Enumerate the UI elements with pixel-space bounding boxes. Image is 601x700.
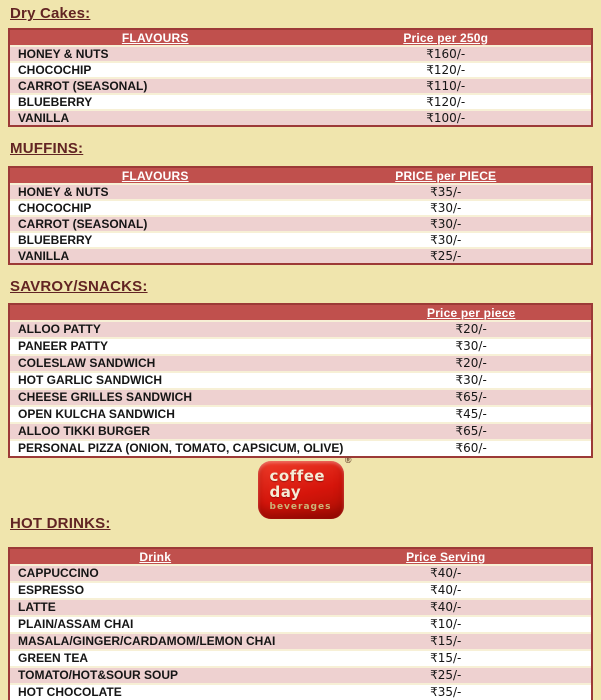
- section-muffins: [8, 140, 593, 265]
- item-price: ₹30/-: [301, 199, 592, 215]
- item-name: PERSONAL PIZZA (ONION, TOMATO, CAPSICUM, OLIVE): [10, 439, 351, 456]
- item-name: LATTE: [10, 598, 301, 615]
- item-name: PLAIN/ASSAM CHAI: [10, 615, 301, 632]
- menu-row: [10, 337, 591, 354]
- menu-row: [10, 666, 591, 683]
- menu-row: [10, 388, 591, 405]
- item-name: BLUEBERRY: [10, 231, 301, 247]
- menu-row: [10, 615, 591, 632]
- menu-row: [10, 581, 591, 598]
- item-price: ₹25/-: [301, 247, 592, 263]
- menu-row: [10, 109, 591, 125]
- menu-row: [10, 598, 591, 615]
- item-price: ₹40/-: [301, 598, 592, 615]
- item-price: ₹120/-: [301, 61, 592, 77]
- item-name: HOT CHOCOLATE: [10, 683, 301, 700]
- savroy-snacks-heading: SAVROY/SNACKS:: [10, 278, 148, 295]
- coffee-day-beverages-logo: [258, 455, 352, 519]
- savroy-header-row: [10, 305, 591, 320]
- menu-row: [10, 231, 591, 247]
- hot-drinks-table: [8, 547, 593, 700]
- item-name: OPEN KULCHA SANDWICH: [10, 405, 351, 422]
- savroy-snacks-table: [8, 303, 593, 458]
- menu-row: [10, 199, 591, 215]
- item-name: CARROT (SEASONAL): [10, 77, 301, 93]
- item-name: HOT GARLIC SANDWICH: [10, 371, 351, 388]
- registered-trademark-icon: ®: [344, 455, 352, 465]
- section-hot-drinks: [8, 515, 593, 700]
- item-name: ESPRESSO: [10, 581, 301, 598]
- item-price: ₹60/-: [351, 439, 591, 456]
- menu-row: [10, 354, 591, 371]
- menu-row: [10, 564, 591, 581]
- item-name: CHEESE GRILLES SANDWICH: [10, 388, 351, 405]
- item-price: ₹120/-: [301, 93, 592, 109]
- item-price: ₹30/-: [351, 371, 591, 388]
- menu-row: [10, 93, 591, 109]
- item-price: ₹110/-: [301, 77, 592, 93]
- muffins-price-header: PRICE per PIECE: [301, 168, 592, 183]
- item-price: ₹20/-: [351, 354, 591, 371]
- item-price: ₹20/-: [351, 320, 591, 337]
- item-price: ₹30/-: [351, 337, 591, 354]
- item-price: ₹15/-: [301, 632, 592, 649]
- muffins-heading: MUFFINS:: [10, 140, 84, 157]
- item-name: CHOCOCHIP: [10, 61, 301, 77]
- menu-row: [10, 183, 591, 199]
- hot-drinks-drink-header: Drink: [10, 549, 301, 564]
- section-dry-cakes: [8, 5, 593, 127]
- item-price: ₹15/-: [301, 649, 592, 666]
- dry-cakes-flavours-header: FLAVOURS: [10, 30, 301, 45]
- item-price: ₹30/-: [301, 215, 592, 231]
- item-name: HONEY & NUTS: [10, 45, 301, 61]
- hot-drinks-heading: HOT DRINKS:: [10, 515, 111, 532]
- item-name: ALLOO PATTY: [10, 320, 351, 337]
- menu-row: [10, 439, 591, 456]
- savroy-price-header: Price per piece: [351, 305, 591, 320]
- item-name: COLESLAW SANDWICH: [10, 354, 351, 371]
- item-name: VANILLA: [10, 247, 301, 263]
- item-name: GREEN TEA: [10, 649, 301, 666]
- hot-drinks-price-header: Price Serving: [301, 549, 592, 564]
- menu-row: [10, 45, 591, 61]
- item-price: ₹65/-: [351, 422, 591, 439]
- menu-row: [10, 649, 591, 666]
- item-name: CAPPUCCINO: [10, 564, 301, 581]
- menu-row: [10, 683, 591, 700]
- item-price: ₹30/-: [301, 231, 592, 247]
- menu-row: [10, 61, 591, 77]
- item-price: ₹40/-: [301, 564, 592, 581]
- section-savroy-snacks: [8, 278, 593, 458]
- muffins-table: [8, 166, 593, 265]
- logo-row: [8, 455, 593, 521]
- item-price: ₹65/-: [351, 388, 591, 405]
- menu-row: [10, 371, 591, 388]
- item-name: PANEER PATTY: [10, 337, 351, 354]
- item-name: ALLOO TIKKI BURGER: [10, 422, 351, 439]
- item-price: ₹100/-: [301, 109, 592, 125]
- item-price: ₹10/-: [301, 615, 592, 632]
- item-name: VANILLA: [10, 109, 301, 125]
- dry-cakes-price-header: Price per 250g: [301, 30, 592, 45]
- logo-word-beverages: beverages: [269, 502, 332, 512]
- item-price: ₹40/-: [301, 581, 592, 598]
- item-price: ₹25/-: [301, 666, 592, 683]
- item-name: CHOCOCHIP: [10, 199, 301, 215]
- item-price: ₹35/-: [301, 683, 592, 700]
- menu-row: [10, 422, 591, 439]
- item-price: ₹35/-: [301, 183, 592, 199]
- muffins-flavours-header: FLAVOURS: [10, 168, 301, 183]
- item-price: ₹160/-: [301, 45, 592, 61]
- dry-cakes-heading: Dry Cakes:: [10, 5, 91, 22]
- logo-word-day: day: [269, 483, 302, 501]
- item-price: ₹45/-: [351, 405, 591, 422]
- menu-row: [10, 405, 591, 422]
- hot-drinks-header-row: [10, 549, 591, 564]
- savroy-empty-header: [10, 305, 351, 320]
- menu-row: [10, 77, 591, 93]
- logo-word-coffee: coffee: [269, 467, 326, 485]
- menu-row: [10, 215, 591, 231]
- item-name: CARROT (SEASONAL): [10, 215, 301, 231]
- menu-row: [10, 320, 591, 337]
- muffins-header-row: [10, 168, 591, 183]
- item-name: TOMATO/HOT&SOUR SOUP: [10, 666, 301, 683]
- menu-row: [10, 247, 591, 263]
- item-name: HONEY & NUTS: [10, 183, 301, 199]
- dry-cakes-header-row: [10, 30, 591, 45]
- menu-row: [10, 632, 591, 649]
- dry-cakes-table: [8, 28, 593, 127]
- logo-text-block: [258, 461, 344, 512]
- item-name: MASALA/GINGER/CARDAMOM/LEMON CHAI: [10, 632, 301, 649]
- item-name: BLUEBERRY: [10, 93, 301, 109]
